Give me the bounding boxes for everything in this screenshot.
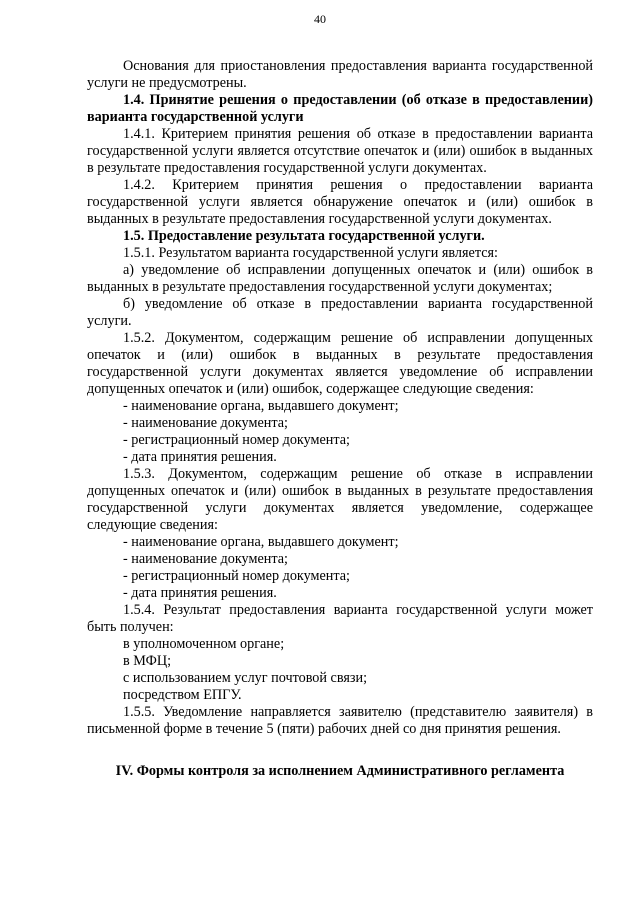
document-body bbox=[87, 58, 593, 794]
paragraph-1-4-2: 1.4.2. Критерием принятия решения о предоставлении варианта государственной услуги является обнаружение опечаток и (или) ошибок в выданных в результате предоставления государственной услуги документах. bbox=[87, 177, 593, 227]
paragraph-1-5-1-b: б) уведомление об отказе в предоставлении варианта государственной услуги. bbox=[87, 296, 593, 329]
heading-1-4: 1.4. Принятие решения о предоставлении (об отказе в предоставлении) варианта государственной услуги bbox=[87, 92, 593, 125]
list-item: - дата принятия решения. bbox=[123, 449, 277, 465]
paragraph-1-5-1: 1.5.1. Результатом варианта государственной услуги является: bbox=[123, 245, 498, 261]
list-item: посредством ЕПГУ. bbox=[123, 687, 242, 703]
heading-1-5: 1.5. Предоставление результата государственной услуги. bbox=[123, 228, 485, 244]
list-item: - регистрационный номер документа; bbox=[123, 568, 350, 584]
paragraph-suspension: Основания для приостановления предоставления варианта государственной услуги не предусмотрены. bbox=[87, 58, 593, 91]
list-item: - наименование документа; bbox=[123, 551, 288, 567]
paragraph-1-4-1: 1.4.1. Критерием принятия решения об отказе в предоставлении варианта государственной услуги является отсутствие опечаток и (или) ошибок в выданных в результате предоставления государственной услуги документах. bbox=[87, 126, 593, 176]
list-item: - наименование органа, выдавшего документ; bbox=[123, 398, 399, 414]
list-item: - дата принятия решения. bbox=[123, 585, 277, 601]
list-item: - регистрационный номер документа; bbox=[123, 432, 350, 448]
list-item: в уполномоченном органе; bbox=[123, 636, 285, 652]
paragraph-1-5-4: 1.5.4. Результат предоставления варианта государственной услуги может быть получен: bbox=[87, 602, 593, 635]
paragraph-1-5-2: 1.5.2. Документом, содержащим решение об исправлении допущенных опечаток и (или) ошибок в выданных в результате предоставления государственной услуги документах является уведомление об исправлении допущенных опечаток и (или) ошибок, содержащее следующие сведения: bbox=[87, 330, 593, 397]
list-item: - наименование органа, выдавшего документ; bbox=[123, 534, 399, 550]
paragraph-1-5-5: 1.5.5. Уведомление направляется заявителю (представителю заявителя) в письменной форме в течение 5 (пяти) рабочих дней со дня принятия решения. bbox=[87, 704, 593, 737]
list-item: с использованием услуг почтовой связи; bbox=[123, 670, 368, 686]
list-item: в МФЦ; bbox=[123, 653, 172, 669]
paragraph-1-5-1-a: а) уведомление об исправлении допущенных опечаток и (или) ошибок в выданных в результате предоставления государственной услуги документах; bbox=[87, 262, 593, 295]
list-item: - наименование документа; bbox=[123, 415, 288, 431]
page-number: 40 bbox=[314, 12, 326, 26]
section-title: IV. Формы контроля за исполнением Административного регламента bbox=[115, 763, 565, 779]
paragraph-1-5-3: 1.5.3. Документом, содержащим решение об отказе в исправлении допущенных опечаток и (или) ошибок в выданных в результате предоставления государственной услуги документах является уведомление, содержащее следующие сведения: bbox=[87, 466, 593, 533]
